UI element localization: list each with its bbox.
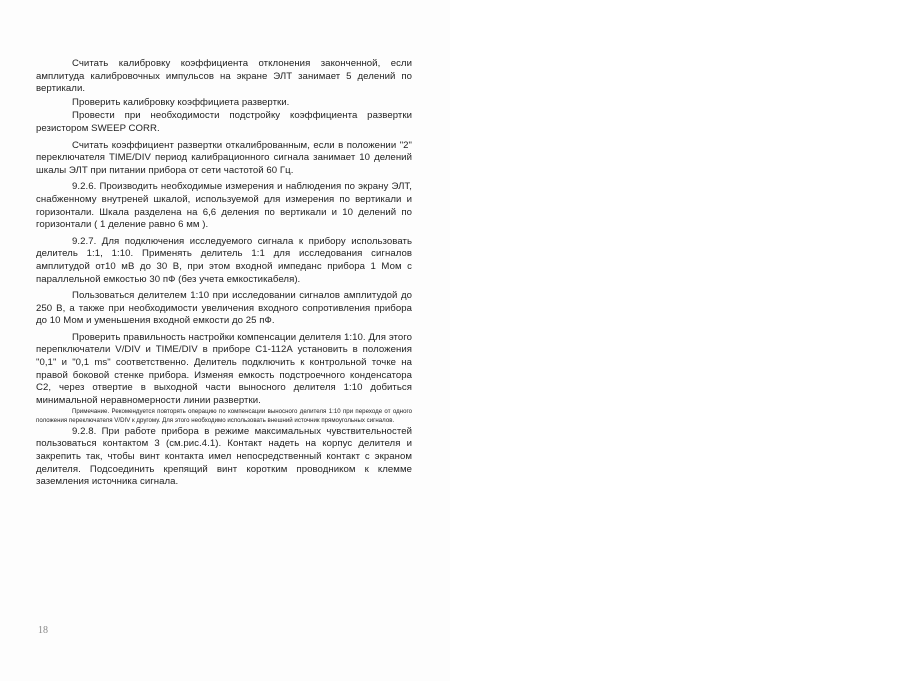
paragraph-check-sweep: Проверить калибровку коэффициета развертки.: [72, 96, 290, 108]
paragraph-sweep-calibrated: Считать коэффициент развертки откалиброванным, если в положении "2" переключателя TIME/DIV период калибрационного сигнала занимает 10 делений шкалы ЭЛТ при питании прибора от сети частотой 60 Гц.: [36, 139, 412, 176]
paragraph-9-2-6: 9.2.6. Производить необходимые измерения и наблюдения по экрану ЭЛТ, снабженному внутреней шкалой, используемой для измерения по вертикали и горизонтали. Шкала разделена на 6,6 деления по вертикали и 10 делений по горизонтали ( 1 деление равно 6 мм ).: [36, 181, 412, 231]
body-text: [36, 58, 412, 489]
page-number: 18: [38, 625, 48, 636]
note-paragraph: Примечание. Рекомендуется повторять операцию по компенсации выносного делителя 1:10 при переходе от одного положения переключателя V/DIV к другому. Для этого необходимо использовать внешний источник прямоугольных сигналов.: [36, 408, 412, 424]
paragraph-calibration-deflection: Считать калибровку коэффициента отклонения законченной, если амплитуда калибровочных импульсов на экране ЭЛТ занимает 5 делений по вертикали.: [36, 58, 412, 95]
right-page-blank: [450, 0, 900, 681]
paragraph-compensation-check: Проверить правильность настройки компенсации делителя 1:10. Для этого перепключатели V/DIV и TIME/DIV в приборе С1-112А установить в положения "0,1" и "0,1 ms" соответственно. Делитель подключить к контрольной точке на правой боковой стенке прибора. Изменяя емкость подстроечного конденсатора С2, через отвертие в выходной части выносного делителя 1:10 добиться минимальной неравномерности линии развертки.: [36, 331, 412, 406]
paragraph-sweep-corr: Провести при необходимости подстройку коэффициента развертки резистором SWEEP CORR.: [36, 110, 412, 134]
paragraph-9-2-8: 9.2.8. При работе прибора в режиме максимальных чувствительностей пользоваться контактом 3 (см.рис.4.1). Контакт надеть на корпус делителя и закрепить так, чтобы винт контакта имел непосредственный контакт с экраном делителя. Подсоединить крепящий винт коротким проводником к клемме заземления источника сигнала.: [36, 425, 412, 488]
paragraph-divider-1-10: Пользоваться делителем 1:10 при исследовании сигналов амплитудой до 250 В, а также при необходимости увеличения входного сопротивления прибора до 10 Мом и уменьшения входной емкости до 25 пФ.: [36, 290, 412, 327]
paragraph-9-2-7: 9.2.7. Для подключения исследуемого сигнала к прибору использовать делитель 1:1, 1:10. Применять делитель 1:1 для исследования сигналов амплитудой от10 мВ до 30 В, при этом входной импеданс прибора 1 Мом с параллельной емкостью 30 пФ (без учета емкостикабеля).: [36, 235, 412, 285]
